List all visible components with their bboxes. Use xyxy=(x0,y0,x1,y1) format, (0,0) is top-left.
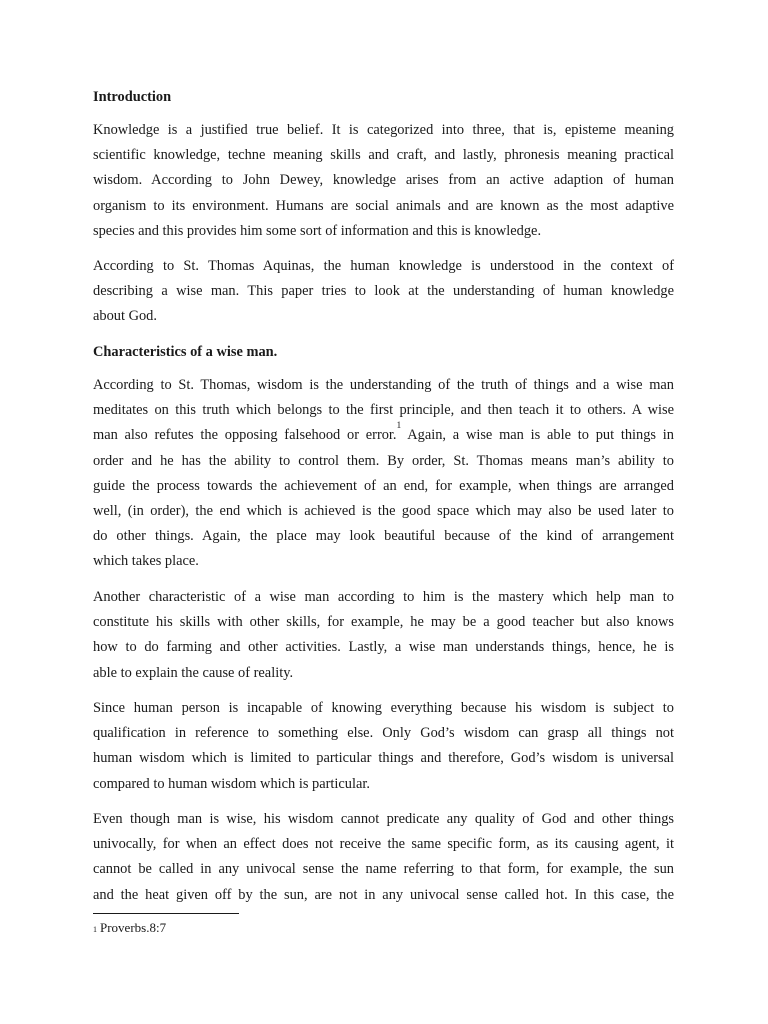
text-line: Knowledge is a justified true belief. It is categorized into three, that is, episteme meaning xyxy=(93,122,674,138)
paragraph-wisdom-definition xyxy=(93,373,674,575)
text-line: Since human person is incapable of knowing everything because his wisdom is subject to xyxy=(93,700,674,716)
text-line: which takes place. xyxy=(93,553,199,570)
text-line: able to explain the cause of reality. xyxy=(93,664,294,681)
paragraph-univocal xyxy=(93,807,674,908)
text-line: species and this provides him some sort of information and this is knowledge. xyxy=(93,222,542,239)
text-line: Even though man is wise, his wisdom cannot predicate any quality of God and other things xyxy=(93,811,674,827)
text-line: wisdom. According to John Dewey, knowledge arises from an active adaption of human xyxy=(93,172,674,189)
heading-characteristics: Characteristics of a wise man. xyxy=(93,344,278,360)
footnote-reference[interactable]: 1 xyxy=(396,421,402,432)
text-line: order and he has the ability to control them. By order, St. Thomas means man’s ability to xyxy=(93,452,674,469)
text-line: univocally, for when an effect does not receive the same specific form, as its causing agent, it xyxy=(93,836,674,853)
footnote-separator xyxy=(93,913,239,914)
paragraph-human-wisdom xyxy=(93,696,674,797)
text-line: According to St. Thomas, wisdom is the understanding of the truth of things and a wise man xyxy=(93,377,674,393)
heading-introduction: Introduction xyxy=(93,89,172,105)
text-line: meditates on this truth which belongs to the first principle, and then teach it to others. A wise xyxy=(93,402,674,419)
paragraph-aquinas-intro xyxy=(93,254,674,330)
paragraph-mastery xyxy=(93,585,674,686)
text-line: about God. xyxy=(93,308,157,325)
footnote-number: 1 xyxy=(93,925,97,934)
text-line: Another characteristic of a wise man according to him is the mastery which help man to xyxy=(93,589,674,605)
text-line: guide the process towards the achievement of an end, for example, when things are arranged xyxy=(93,477,674,494)
text-line: qualification in reference to something else. Only God’s wisdom can grasp all things not xyxy=(93,725,674,742)
text-segment: Again, a wise man is able to put things in xyxy=(401,427,674,444)
footnote-text: Proverbs.8:7 xyxy=(100,920,167,935)
text-line xyxy=(93,423,674,448)
text-segment: man also refutes the opposing falsehood or error. xyxy=(93,427,397,444)
text-line: organism to its environment. Humans are social animals and are known as the most adaptive xyxy=(93,197,674,214)
text-line: compared to human wisdom which is particular. xyxy=(93,775,370,792)
text-line: human wisdom which is limited to particular things and therefore, God’s wisdom is universal xyxy=(93,750,674,767)
text-line: do other things. Again, the place may look beautiful because of the kind of arrangement xyxy=(93,528,674,545)
paragraph-knowledge-definition xyxy=(93,118,674,244)
text-line: scientific knowledge, techne meaning skills and craft, and lastly, phronesis meaning practical xyxy=(93,147,674,164)
text-line: constitute his skills with other skills, for example, he may be a good teacher but also knows xyxy=(93,614,674,631)
footnote xyxy=(93,919,166,937)
text-line: how to do farming and other activities. Lastly, a wise man understands things, hence, he is xyxy=(93,639,674,656)
text-line: well, (in order), the end which is achieved is the good space which may also be used later to xyxy=(93,502,674,519)
text-line: According to St. Thomas Aquinas, the human knowledge is understood in the context of xyxy=(93,258,674,274)
text-line: and the heat given off by the sun, are not in any univocal sense called hot. In this case, the xyxy=(93,886,674,903)
text-line: describing a wise man. This paper tries to look at the understanding of human knowledge xyxy=(93,283,674,300)
text-line: cannot be called in any univocal sense the name referring to that form, for example, the sun xyxy=(93,861,674,878)
